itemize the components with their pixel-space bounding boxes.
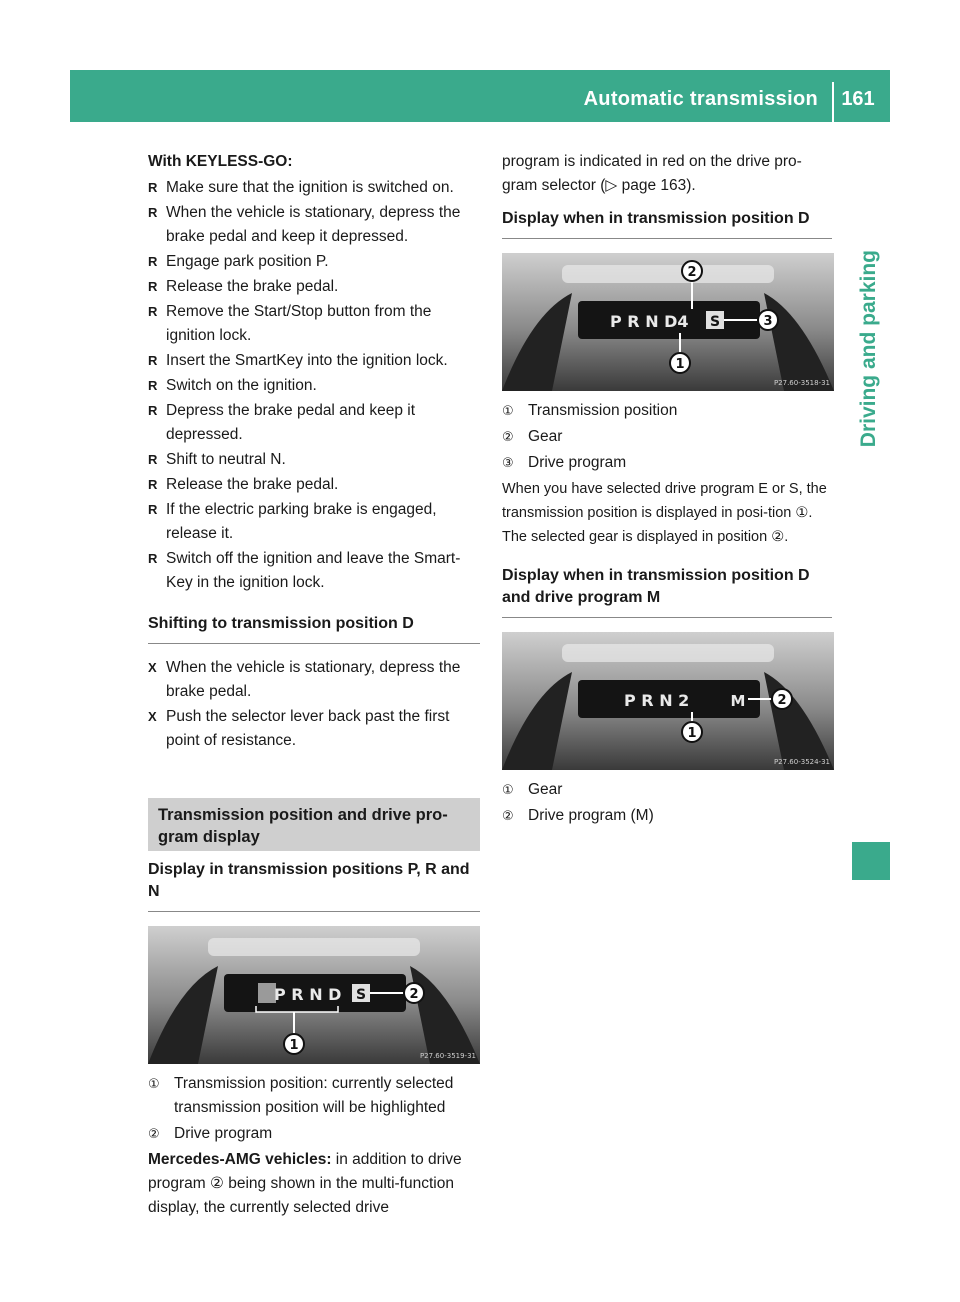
fig3-code: P27.60-3524-31 [773, 758, 830, 766]
fig2-program-text: S [709, 314, 721, 330]
figure-dm-display [502, 632, 834, 770]
list-item: X Push the selector lever back past the first point of resistance. [148, 708, 450, 749]
fig1-legend-item: ① Transmission position: currently selected transmission position will be highlighted [148, 1075, 454, 1116]
chapter-marker [852, 842, 890, 880]
list-item: R Insert the SmartKey into the ignition lock. [148, 352, 448, 369]
list-item: R Shift to neutral N. [148, 451, 286, 468]
list-item: R When the vehicle is stationary, depress the brake pedal and keep it depressed. [148, 204, 461, 245]
shift-d-heading: Shifting to transmission position D [148, 613, 480, 644]
fig1-display-text: P R N D [274, 985, 342, 1004]
cluster-illustration-2 [502, 253, 834, 391]
svg-text:1: 1 [675, 357, 685, 372]
page-header [70, 70, 890, 122]
list-item: R Engage park position P. [148, 253, 329, 270]
chapter-tab [848, 250, 890, 610]
cluster-illustration-3 [502, 632, 834, 770]
right-column [502, 150, 832, 830]
fig3-legend-item: ① Gear [502, 781, 563, 798]
list-item: R Make sure that the ignition is switched on. [148, 179, 454, 196]
d-heading: Display when in transmission position D [502, 208, 832, 239]
list-item: R Release the brake pedal. [148, 476, 339, 493]
section-title-box: Transmission position and drive pro-gram display [148, 798, 480, 851]
fig1-legend-item: ② Drive program [148, 1125, 273, 1142]
list-item: R Release the brake pedal. [148, 278, 339, 295]
header-title: Automatic transmission [583, 88, 818, 110]
shift-d-steps-list [148, 656, 480, 753]
list-item: R Remove the Start/Stop button from the ignition lock. [148, 303, 432, 344]
svg-text:1: 1 [687, 726, 697, 741]
list-item: R Switch on the ignition. [148, 377, 317, 394]
fig2-legend-item: ① Transmission position [502, 402, 678, 419]
fig3-display-text: P R N 2 [624, 691, 690, 710]
fig3-program-text: M [730, 692, 746, 710]
fig3-legend-item: ② Drive program (M) [502, 807, 654, 824]
dm-heading: Display when in transmission position D and drive program M [502, 565, 832, 618]
figure-prn-display [148, 926, 480, 1064]
fig2-legend-item: ③ Drive program [502, 454, 627, 471]
svg-text:2: 2 [687, 265, 697, 280]
fig2-code: P27.60-3518-31 [773, 379, 830, 387]
fig2-legend-item: ② Gear [502, 428, 563, 445]
keyless-heading: With KEYLESS-GO: [148, 153, 293, 170]
fig2-display-text: P R N D4 [610, 312, 689, 331]
svg-text:2: 2 [409, 987, 419, 1002]
svg-text:2: 2 [777, 693, 787, 708]
svg-text:3: 3 [763, 314, 773, 329]
cluster-illustration-1 [148, 926, 480, 1064]
fig1-program-text: S [355, 987, 367, 1003]
chapter-tab-label: Driving and parking [857, 250, 880, 448]
amg-paragraph: Mercedes-AMG vehicles: in addition to drive program ② being shown in the multi-function display, the currently selected drive [148, 1151, 462, 1216]
list-item: R Switch off the ignition and leave the Smart-Key in the ignition lock. [148, 550, 461, 591]
list-item: R Depress the brake pedal and keep it depressed. [148, 402, 416, 443]
list-item: R If the electric parking brake is engaged, release it. [148, 501, 437, 542]
list-item: X When the vehicle is stationary, depress the brake pedal. [148, 659, 461, 700]
svg-text:1: 1 [289, 1038, 299, 1053]
keyless-steps-list [148, 176, 480, 595]
figure-d-display [502, 253, 834, 391]
prn-heading: Display in transmission positions P, R and N [148, 859, 480, 912]
page-number: 161 [841, 88, 875, 110]
left-column [148, 150, 480, 1222]
fig1-code: P27.60-3519-31 [419, 1052, 476, 1060]
continued-paragraph: program is indicated in red on the drive pro-gram selector (▷ page 163). [502, 153, 802, 194]
d-paragraph: When you have selected drive program E or S, the transmission position is displayed in posi-tion ①. The selected gear is displayed in position ②. [502, 481, 827, 545]
